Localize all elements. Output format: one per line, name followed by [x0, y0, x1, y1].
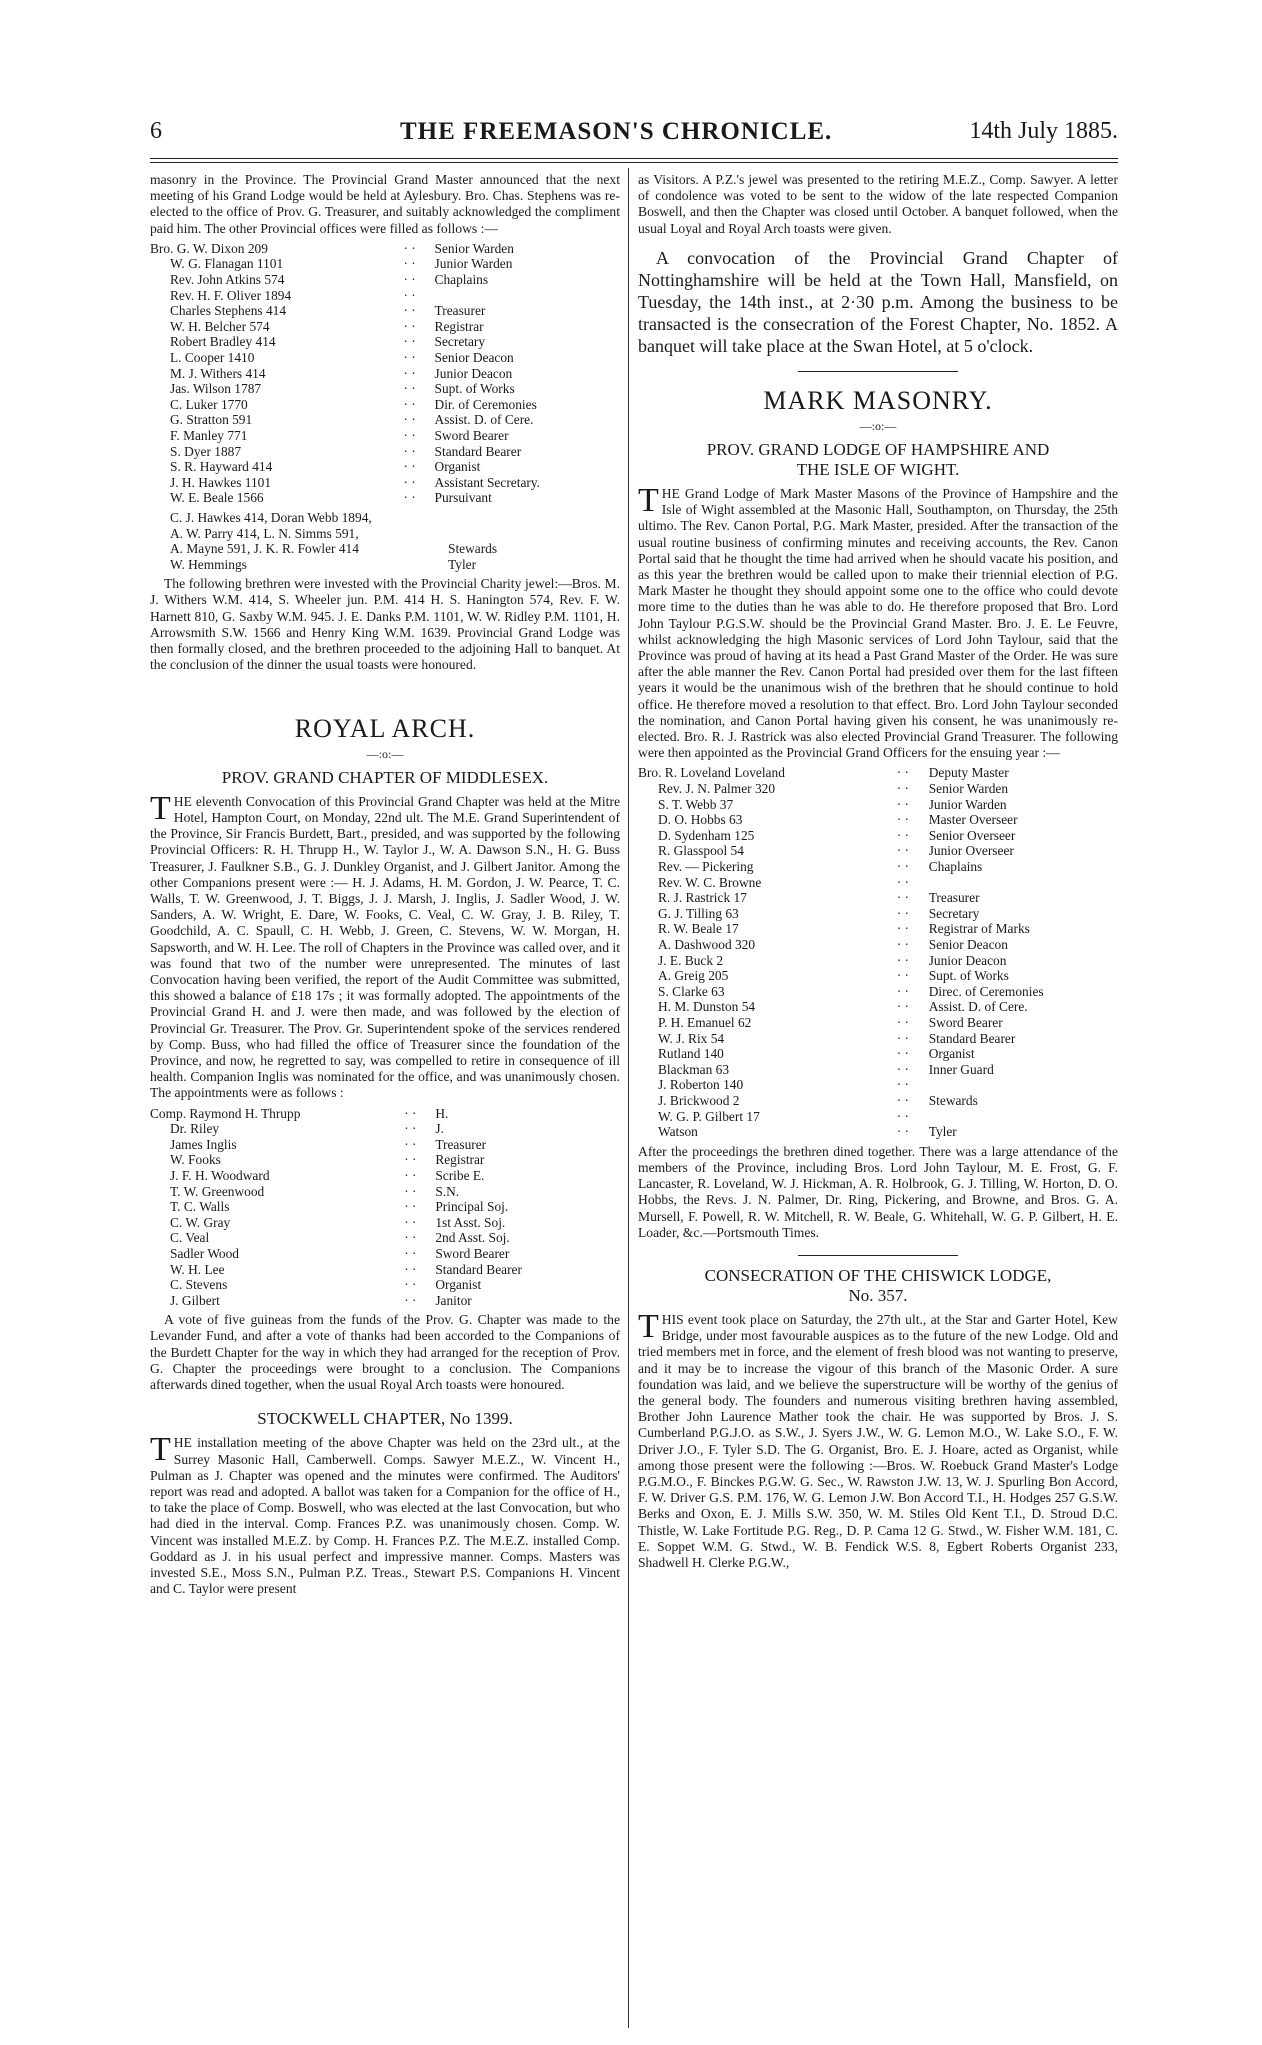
left-column [150, 172, 620, 1599]
leader-dots: · · [403, 318, 416, 334]
leader-dots: · · [896, 1030, 910, 1046]
officer-name: Comp. Raymond H. Thrupp [150, 1105, 301, 1121]
officer-name: Watson [658, 1124, 698, 1140]
chapter-officer-row [150, 1215, 620, 1231]
officer-office: Master Overseer [928, 812, 1018, 828]
mark-officer-row [638, 1077, 1118, 1093]
mark-officer-row [638, 1031, 1118, 1047]
officer-office: Sword Bearer [928, 1014, 1003, 1030]
chapter-officer-row [150, 1121, 620, 1137]
leader-dots: · · [896, 1092, 910, 1108]
officer-row [150, 428, 620, 444]
officer-name: S. R. Hayward 414 [170, 459, 273, 475]
officer-name: C. Stevens [170, 1277, 228, 1293]
stewards-row [150, 541, 497, 557]
officer-office: Senior Overseer [928, 827, 1016, 843]
officer-row [150, 381, 620, 397]
officer-office: Registrar [434, 318, 484, 334]
officer-office: Sword Bearer [434, 427, 509, 443]
issue-date: 14th July 1885. [969, 118, 1118, 144]
mark-officers-table [638, 765, 1118, 1139]
officer-office: 2nd Asst. Soj. [435, 1230, 510, 1246]
leader-dots: · · [403, 412, 416, 428]
officer-office: Organist [434, 459, 481, 475]
officer-name: C. W. Gray [170, 1214, 231, 1230]
ornament-divider: —:o:— [366, 746, 404, 761]
mark-officer-row [638, 937, 1118, 953]
mark-officer-row [638, 843, 1118, 859]
middlesex-heading: PROV. GRAND CHAPTER OF MIDDLESEX. [221, 767, 549, 787]
officer-office: Treasurer [928, 890, 980, 906]
officer-name: G. J. Tilling 63 [658, 905, 739, 921]
officer-office: J. [435, 1121, 444, 1137]
officer-name: Bro. G. W. Dixon 209 [150, 240, 268, 256]
officer-office: S.N. [435, 1183, 460, 1199]
officer-office: Secretary [434, 334, 486, 350]
tyler-name: W. Hemmings [170, 556, 247, 572]
leader-dots: · · [403, 334, 416, 350]
officer-row [150, 475, 620, 491]
officer-office: Assist. D. of Cere. [928, 999, 1028, 1015]
officer-office: 1st Asst. Soj. [435, 1214, 506, 1230]
leader-dots: · · [403, 427, 416, 443]
leader-dots: · · [403, 474, 416, 490]
officer-name: J. E. Buck 2 [658, 952, 724, 968]
hants-heading-line1: PROV. GRAND LODGE OF HAMPSHIRE AND [706, 440, 1050, 460]
officer-name: W. H. Lee [170, 1261, 225, 1277]
chiswick-heading: CONSECRATION OF THE CHISWICK LODGE, [704, 1265, 1052, 1285]
officer-row [150, 366, 620, 382]
officer-row [150, 412, 620, 428]
officer-office: Standard Bearer [435, 1261, 522, 1277]
tyler-row [150, 557, 497, 573]
leader-dots: · · [403, 459, 416, 475]
officer-office: Direc. of Ceremonies [928, 983, 1044, 999]
officer-office: Treasurer [435, 1136, 487, 1152]
chapter-officer-row [150, 1184, 620, 1200]
officer-name: R. Glasspool 54 [658, 843, 744, 859]
leader-dots: · · [404, 1245, 417, 1261]
leader-dots: · · [896, 765, 910, 781]
leader-dots: · · [896, 1014, 910, 1030]
hants-paragraph: THE Grand Lodge of Mark Master Masons of the Province of Hampshire and the Isle of Wight assembled at the Masonic Hall, Southampton, on Thursday, the 25th ultimo. The Rev. Canon Portal, P.G. Mark Master, presided. After the transaction of the usual routine business of confirming minutes and receiving accounts, the Rev. Canon Portal said that he thought the time had arrived when he should vacate his position, and as this year the brethren would be called upon to make their triennial election of P.G. Mark Master he thought they should appoint some one to the office who could devote more time to the duties than he was able to do. He therefore proposed that Bro. Lord John Taylour P.G.S.W. should be the Provincial Grand Master. Bro. J. E. Le Feuvre, whilst acknowledging the high Masonic services of Lord John Taylour, said that the Province was proud of having at its head a Past Grand Master of the Order. He was sure after the able manner the Rev. Canon Portal had presided over them for the last fifteen years it would be the unanimous wish of the brethren that he should continue to hold office. He therefore moved a resolution to that effect. Bro. Lord John Taylour seconded the nomination, and Canon Portal having given his consent, he was unanimously re-elected. Bro. R. J. Rastrick was also elected Provincial Grand Treasurer. The following were then appointed as the Provincial Grand Officers for the ensuing year :— [638, 482, 1118, 761]
leader-dots: · · [896, 1077, 910, 1093]
stockwell-paragraph: THE installation meeting of the above Chapter was held on the 23rd ult., at the Surrey Masonic Hall, Camberwell. Comps. Sawyer M.E.Z., W. Vincent H., Pulman as J. Chapter was opened and the minutes were confirmed. The Auditors' report was read and adopted. A ballot was taken for a Companion for the office of H., to take the place of Comp. Boswell, who was elected at the last Convocation, but who had died in the interval. Comp. Frances P.Z. was unanimously chosen. Comp. W. Vincent was installed M.E.Z. by Comp. H. Frances P.Z. The M.E.Z. installed Comp. Goddard as J. in his usual perfect and impressive manner. Comps. Masters was invested S.E., Moss S.N., Pulman P.Z. Treas., Stewart P.S. Companions H. Vincent and C. Taylor were present [150, 1431, 620, 1597]
officer-name: Dr. Riley [170, 1121, 220, 1137]
officer-name: J. Roberton 140 [658, 1077, 744, 1093]
tyler-office: Tyler [448, 556, 477, 572]
mark-officer-row [638, 1046, 1118, 1062]
officer-name: W. H. Belcher 574 [170, 318, 270, 334]
chiswick-number: No. 357. [848, 1285, 908, 1305]
masthead [150, 118, 1118, 152]
officer-office: Senior Deacon [434, 349, 514, 365]
leader-dots: · · [896, 781, 910, 797]
officer-name: D. Sydenham 125 [658, 827, 755, 843]
chapter-officer-row [150, 1262, 620, 1278]
officer-name: L. Cooper 1410 [170, 349, 255, 365]
mark-officer-row [638, 999, 1118, 1015]
leader-dots: · · [896, 796, 910, 812]
leader-dots: · · [896, 937, 910, 952]
stewards-names-3: A. Mayne 591, J. K. R. Fowler 414 [170, 541, 359, 557]
officer-office [929, 1077, 1118, 1093]
leader-dots: · · [896, 1124, 910, 1140]
officer-row [150, 334, 620, 350]
leader-dots: · · [403, 349, 416, 365]
officer-name: M. J. Withers 414 [170, 365, 266, 381]
officer-name: W. Fooks [170, 1152, 221, 1168]
officer-name: Rev. J. N. Palmer 320 [658, 781, 776, 797]
chapter-officer-row [150, 1230, 620, 1246]
stewards-row [150, 526, 497, 542]
section-rule [798, 371, 958, 372]
officer-office: Standard Bearer [928, 1030, 1016, 1046]
chapter-officer-row [150, 1199, 620, 1215]
leader-dots: · · [403, 365, 416, 381]
newspaper-title: THE FREEMASON'S CHRONICLE. [400, 118, 833, 145]
officer-name: W. G. Flanagan 1101 [170, 256, 284, 272]
officer-office: Scribe E. [435, 1167, 485, 1183]
officer-office: Deputy Master [928, 765, 1009, 781]
stockwell-heading: STOCKWELL CHAPTER, No 1399. [257, 1409, 513, 1429]
leader-dots: · · [896, 827, 910, 843]
leader-dots: · · [404, 1199, 417, 1215]
leader-dots: · · [896, 874, 910, 890]
leader-dots: · · [404, 1121, 417, 1137]
officer-row [150, 272, 620, 288]
officer-office [929, 875, 1118, 891]
officer-name: Rev. — Pickering [658, 859, 754, 875]
officer-name: F. Manley 771 [170, 427, 248, 443]
chapter-officer-row [150, 1168, 620, 1184]
officer-name: R. W. Beale 17 [658, 921, 739, 937]
masthead-rule-top [150, 158, 1118, 159]
officer-office: Principal Soj. [435, 1199, 509, 1215]
officer-name: Rev. John Atkins 574 [170, 272, 285, 287]
stewards-label: Stewards [448, 541, 498, 557]
officer-name: S. T. Webb 37 [658, 796, 734, 812]
mark-officer-row [638, 812, 1118, 828]
officer-office: Organist [928, 1046, 975, 1062]
leader-dots: · · [896, 1108, 910, 1124]
officer-name: Bro. R. Loveland Loveland [638, 765, 785, 781]
leader-dots: · · [404, 1261, 417, 1277]
leader-dots: · · [896, 952, 910, 968]
officer-row [150, 490, 620, 506]
provincial-officers-table [150, 241, 620, 506]
officer-office: Sword Bearer [435, 1245, 510, 1261]
officer-name: Jas. Wilson 1787 [170, 381, 262, 397]
officer-name: W. G. P. Gilbert 17 [658, 1108, 760, 1124]
officer-name: T. W. Greenwood [170, 1183, 265, 1199]
officer-name: Sadler Wood [170, 1245, 239, 1261]
officer-office: H. [435, 1105, 449, 1121]
leader-dots: · · [403, 443, 416, 459]
officer-office [929, 1109, 1118, 1125]
leader-dots: · · [896, 1061, 910, 1077]
royal-arch-heading: ROYAL ARCH. [294, 713, 476, 743]
leader-dots: · · [896, 905, 910, 921]
chapter-officers-table [150, 1106, 620, 1309]
chiswick-paragraph: THIS event took place on Saturday, the 27th ult., at the Star and Garter Hotel, Kew Bridge, under most favourable auspices as to the future of the new Lodge. Old and tried members met in force, and the element of fresh blood was not wanting to preserve, and it may be to increase the vigour of this branch of the Masonic Order. A sure foundation was laid, and we believe the superstructure will be worthy of the genius of the general body. The founders and numerous visiting brethren having assembled, Brother John Laurence Mather took the chair. He was supported by Bros. J. S. Cumberland P.G.J.O. as S.W., J. Syers J.W., W. G. Lemon M.O., W. Lake S.O., F. W. Driver J.O., F. Tyler S.D. The G. Organist, Bro. E. J. Hoare, acted as Organist, while among those present were the following :—Bros. W. Roebuck Grand Master's Lodge P.G.M.O., F. Binckes P.G.W. G. Sec., W. Rawston J.W. 13, W. J. Spurling Bon Accord, F. W. Driver G.S. P.M. 176, W. G. Lemon J.W. Bon Accord T.I., H. Hodges 257 G.S.W. Berks and Oxon, E. J. Mills S.W. 350, W. M. Stiles Old Kent T.I., D. Stroud D.C. Thistle, W. Lake Fortitude P.G. Reg., D. P. Cama 12 G. Stwd., W. Fisher W.M. 181, C. E. Soppet W.M. G. Stwd., W. B. Fendick W.S. 8, Egbert Roberts Organist 233, Shadwell H. Clerke P.G.W., [638, 1307, 1118, 1570]
officer-name: Rev. H. F. Oliver 1894 [170, 287, 292, 303]
stewards-table [150, 510, 497, 572]
stewards-names-1: C. J. Hawkes 414, Doran Webb 1894, [170, 509, 372, 525]
leader-dots: · · [403, 287, 416, 303]
mark-officer-row [638, 797, 1118, 813]
leader-dots: · · [404, 1183, 417, 1199]
leader-dots: · · [896, 968, 910, 984]
officer-name: R. J. Rastrick 17 [658, 890, 747, 906]
after-paragraph: After the proceedings the brethren dined together. There was a large attendance of the members of the Province, including Bros. Lord John Taylour, M. E. Frost, G. F. Lancaster, R. Loveland, W. J. Hickman, A. R. Holbrook, G. J. Tilling, W. Horton, D. O. Hobbs, the Revs. J. N. Palmer, Dr. Ring, Pickering, and Browne, and Bros. G. A. Mursell, F. Powell, R. W. Mitchell, R. W. Beale, G. Whitehall, W. G. P. Gilbert, H. E. Loader, &c.—Portsmouth Times. [638, 1143, 1118, 1240]
officer-name: D. O. Hobbs 63 [658, 812, 743, 828]
officer-office: Assist. D. of Cere. [434, 412, 534, 428]
chapter-officer-row [150, 1277, 620, 1293]
notts-notice: A convocation of the Provincial Grand Chapter of Nottinghamshire will be held at the Town Hall, Mansfield, on Tuesday, the 14th inst., at 2·30 p.m. Among the business to be transacted is the consecration of the Forest Chapter, No. 1852. A banquet will take place at the Swan Hotel, at 5 o'clock. [638, 247, 1118, 356]
leader-dots: · · [404, 1292, 417, 1308]
leader-dots: · · [404, 1105, 417, 1121]
mark-masonry-heading: MARK MASONRY. [763, 385, 993, 415]
officer-office: Organist [435, 1277, 482, 1293]
stockwell-continued: as Visitors. A P.Z.'s jewel was presented to the retiring M.E.Z., Comp. Sawyer. A letter of condolence was voted to be sent to the widow of the late respected Companion Boswell, and then the Chapter was closed until October. A banquet followed, when the usual Loyal and Royal Arch toasts were given. [638, 172, 1118, 236]
officer-office: Inner Guard [928, 1061, 994, 1077]
officer-row [150, 397, 620, 413]
mark-officer-row [638, 781, 1118, 797]
leader-dots: · · [403, 256, 416, 272]
officer-row [150, 459, 620, 475]
leader-dots: · · [404, 1277, 417, 1293]
officer-row [150, 303, 620, 319]
mark-officer-row [638, 1062, 1118, 1078]
middlesex-paragraph: THE eleventh Convocation of this Provincial Grand Chapter was held at the Mitre Hotel, Hampton Court, on Monday, 22nd ult. The M.E. Grand Superintendent of the Province, Sir Francis Burdett, Bart., presided, and was supported by the following Provincial Officers: R. H. Thrupp H., W. Taylor J., W. A. Dawson S.N., H. G. Buss Treasurer, J. Faulkner S.B., G. J. Dunkley Organist, and J. Gilbert Janitor. Among the other Companions present were :— H. J. Adams, H. M. Gordon, J. W. Pearce, T. C. Walls, T. W. Greenwood, J. T. Biggs, J. J. Marsh, J. Inglis, J. Sadler Wood, J. W. Sanders, A. W. Wright, E. Dare, W. Fooks, C. Veal, C. W. Gray, J. B. Riley, T. Goodchild, A. C. Spaull, C. H. Webb, J. Green, C. Stevens, W. W. Morgan, H. Sapsworth, and W. H. Lee. The roll of Chapters in the Province was called over, and it was found that two of the number were unrepresented. The minutes of last Convocation having been verified, the report of the Audit Committee was submitted, this showed a balance of £18 17s ; it was formally adopted. The appointments of the Provincial Grand H. and J. were then made, and was followed by the election of Provincial Gr. Treasurer. The Prov. Gr. Superintendent spoke of the services rendered by Comp. Buss, who had filled the office of Treasurer since the foundation of the Province, and now, he regretted to say, was compelled to retire in consequence of ill health. Companion Inglis was nominated for the office, and was unanimously chosen. The appointments were as follows : [150, 789, 620, 1101]
vote-paragraph: A vote of five guineas from the funds of the Prov. G. Chapter was made to the Levander Fund, and after a vote of thanks had been accorded to the Companions of the Burdett Chapter for the way in which they had arranged for the reception of Prov. G. Chapter the proceedings were brought to a conclusion. The Companions afterwards dined together, when the usual Royal Arch toasts were honoured. [150, 1312, 620, 1393]
mark-officer-row [638, 890, 1118, 906]
mark-officer-row [638, 1109, 1118, 1125]
masthead-rule-bottom [150, 162, 1118, 163]
officer-name: J. H. Hawkes 1101 [170, 474, 272, 490]
officer-name: T. C. Walls [170, 1199, 230, 1215]
leader-dots: · · [403, 490, 416, 506]
officer-name: Blackman 63 [658, 1061, 730, 1077]
mark-officer-row [638, 765, 1118, 781]
officer-office: Treasurer [434, 303, 486, 319]
mark-officer-row [638, 953, 1118, 969]
column-divider [628, 168, 629, 2028]
officer-office: Registrar of Marks [928, 921, 1030, 937]
chapter-officer-row [150, 1246, 620, 1262]
officer-name: Robert Bradley 414 [170, 334, 276, 350]
officer-name: A. Dashwood 320 [658, 937, 756, 952]
leader-dots: · · [404, 1167, 417, 1183]
officer-office: Secretary [928, 905, 980, 921]
officer-office: Registrar [435, 1152, 485, 1168]
leader-dots: · · [896, 890, 910, 906]
mark-officer-row [638, 968, 1118, 984]
officer-name: James Inglis [170, 1136, 237, 1152]
officer-office: Standard Bearer [434, 443, 522, 459]
chapter-officer-row [150, 1293, 620, 1309]
leader-dots: · · [403, 396, 416, 412]
officer-row [150, 241, 620, 257]
mark-officer-row [638, 921, 1118, 937]
officer-office: Junior Warden [434, 256, 513, 272]
leader-dots: · · [896, 999, 910, 1015]
leader-dots: · · [404, 1214, 417, 1230]
officer-office: Supt. of Works [434, 381, 515, 397]
hants-heading-line2: THE ISLE OF WIGHT. [796, 460, 960, 480]
charity-paragraph: The following brethren were invested with the Provincial Charity jewel:—Bros. M. J. Withers W.M. 414, S. Wheeler jun. P.M. 414 H. S. Hanington 574, Rev. F. W. Harnett 810, G. Saxby W.M. 945. J. E. Danks P.M. 1101, W. W. Ridley P.M. 1101, H. Arrowsmith S.W. 1566 and Henry King W.M. 1639. Provincial Grand Lodge was then formally closed, and the brethren proceeded to the adjoining Hall to banquet. At the conclusion of the dinner the usual toasts were honoured. [150, 576, 620, 673]
officer-row [150, 288, 620, 304]
stewards-row [150, 510, 497, 526]
officer-name: H. M. Dunston 54 [658, 999, 756, 1015]
leader-dots: · · [404, 1152, 417, 1168]
officer-office: Junior Overseer [928, 843, 1014, 859]
officer-office: Junior Deacon [434, 365, 513, 381]
leader-dots: · · [403, 240, 416, 256]
officer-name: Rutland 140 [658, 1046, 724, 1062]
officer-office: Dir. of Ceremonies [434, 396, 537, 412]
leader-dots: · · [403, 272, 416, 287]
officer-name: S. Dyer 1887 [170, 443, 242, 459]
officer-name: J. Gilbert [170, 1292, 220, 1308]
officer-office: Supt. of Works [928, 968, 1009, 984]
leader-dots: · · [896, 812, 910, 828]
officer-name: W. J. Rix 54 [658, 1030, 725, 1046]
leader-dots: · · [404, 1230, 417, 1246]
mark-officer-row [638, 1124, 1118, 1140]
officer-name: C. Veal [170, 1230, 210, 1246]
officer-row [150, 350, 620, 366]
officer-name: W. E. Beale 1566 [170, 490, 264, 506]
officer-office: Assistant Secretary. [434, 474, 541, 490]
stewards-names-2: A. W. Parry 414, L. N. Simms 591, [170, 525, 359, 541]
officer-name: Charles Stephens 414 [170, 303, 287, 319]
officer-office: Chaplains [434, 272, 489, 287]
mark-officer-row [638, 984, 1118, 1000]
officer-office: Stewards [928, 1092, 978, 1108]
ornament-divider: —:o:— [859, 418, 897, 433]
officer-office: Senior Warden [434, 240, 514, 256]
leader-dots: · · [896, 921, 910, 937]
officer-name: Rev. W. C. Browne [658, 874, 762, 890]
officer-row [150, 256, 620, 272]
mark-officer-row [638, 828, 1118, 844]
officer-office [435, 288, 620, 304]
officer-name: G. Stratton 591 [170, 412, 253, 428]
chapter-officer-row [150, 1137, 620, 1153]
officer-office: Senior Deacon [928, 937, 1008, 952]
officer-row [150, 444, 620, 460]
officer-name: J. F. H. Woodward [170, 1167, 270, 1183]
officer-row [150, 319, 620, 335]
officer-name: J. Brickwood 2 [658, 1092, 740, 1108]
leader-dots: · · [896, 843, 910, 859]
officer-office: Junior Warden [928, 796, 1007, 812]
chapter-officer-row [150, 1106, 620, 1122]
officer-office: Pursuivant [434, 490, 492, 506]
mark-officer-row [638, 875, 1118, 891]
officer-name: C. Luker 1770 [170, 396, 248, 412]
officer-name: P. H. Emanuel 62 [658, 1014, 752, 1030]
officer-name: A. Greig 205 [658, 968, 729, 984]
mark-officer-row [638, 859, 1118, 875]
chapter-officer-row [150, 1152, 620, 1168]
officer-office: Janitor [435, 1292, 472, 1308]
page-number: 6 [150, 118, 162, 144]
right-column [638, 172, 1118, 1573]
leader-dots: · · [403, 303, 416, 319]
intro-paragraph: masonry in the Province. The Provincial Grand Master announced that the next meeting of his Grand Lodge would be held at Aylesbury. Bro. Chas. Stephens was re-elected to the office of Prov. G. Treasurer, and suitably acknowledged the compliment paid him. The other Provincial offices were filled as follows :— [150, 172, 620, 236]
leader-dots: · · [896, 1046, 910, 1062]
leader-dots: · · [404, 1136, 417, 1152]
mark-officer-row [638, 906, 1118, 922]
officer-name: S. Clarke 63 [658, 983, 725, 999]
section-rule [798, 1255, 958, 1256]
officer-office: Senior Warden [928, 781, 1009, 797]
leader-dots: · · [896, 983, 910, 999]
mark-officer-row [638, 1093, 1118, 1109]
officer-office: Tyler [928, 1124, 957, 1140]
mark-officer-row [638, 1015, 1118, 1031]
officer-office: Chaplains [928, 859, 983, 875]
leader-dots: · · [403, 381, 416, 397]
leader-dots: · · [896, 859, 910, 875]
officer-office: Junior Deacon [928, 952, 1007, 968]
